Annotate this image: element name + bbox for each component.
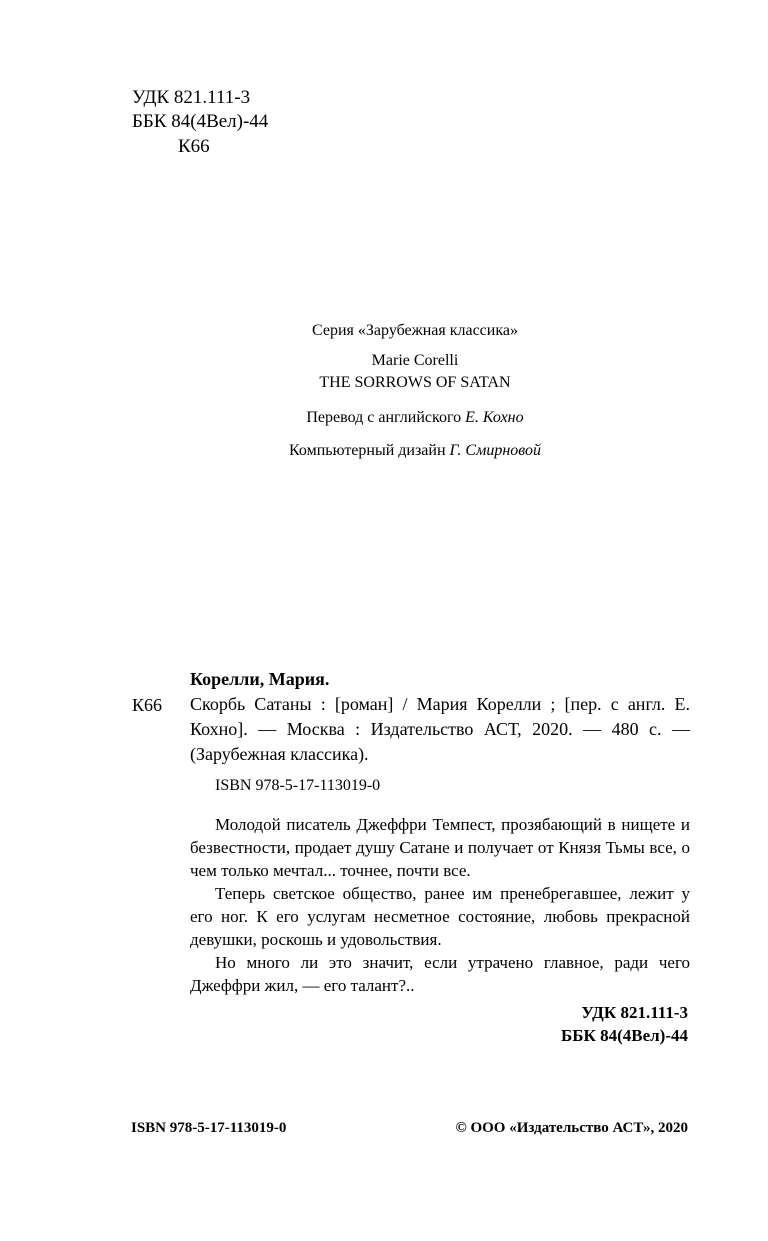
translation-credit — [0, 407, 768, 429]
udk-code: УДК 821.111-3 — [132, 87, 251, 108]
design-credit — [0, 440, 768, 462]
translation-label: Перевод с английского — [306, 409, 462, 426]
record-author-mark: К66 — [132, 695, 163, 715]
record-description: Скорбь Сатаны : [роман] / Мария Корелли ; [пер. с англ. Е. Кохно]. — Москва : Издательство АСТ, 2020. — 480 с. — (Зарубежная классика). — [190, 694, 690, 764]
translator-name: Е. Кохно — [465, 409, 524, 426]
original-author: Marie Corelli — [371, 352, 459, 369]
bbk-code-bottom: ББК 84(4Вел)-44 — [561, 1026, 688, 1045]
record-author-heading: Корелли, Мария. — [190, 669, 330, 689]
original-title: THE SORROWS OF SATAN — [319, 374, 511, 391]
copyright-notice: © ООО «Издательство АСТ», 2020 — [455, 1120, 688, 1136]
series-name: Серия «Зарубежная классика» — [312, 322, 518, 339]
record-isbn: ISBN 978-5-17-113019-0 — [215, 777, 381, 794]
author-mark: К66 — [178, 136, 210, 157]
annotation-paragraph: Но много ли это значит, если утрачено главное, ради чего Джеффри жил, — его талант?.. — [190, 953, 690, 995]
footer-isbn: ISBN 978-5-17-113019-0 — [131, 1120, 287, 1136]
designer-name: Г. Смирновой — [449, 442, 541, 459]
udk-code-bottom: УДК 821.111-3 — [581, 1003, 688, 1022]
design-label: Компьютерный дизайн — [289, 442, 446, 459]
bbk-code: ББК 84(4Вел)-44 — [132, 111, 269, 132]
annotation-paragraph: Теперь светское общество, ранее им пренебрегавшее, лежит у его ног. К его услугам несметное состояние, любовь прекрасной девушки, роскошь и удовольствия. — [190, 884, 690, 949]
annotation-paragraph: Молодой писатель Джеффри Темпест, прозябающий в нищете и безвестности, продает душу Сатане и получает от Князя Тьмы все, о чем только мечтал... точнее, почти все. — [190, 815, 690, 880]
